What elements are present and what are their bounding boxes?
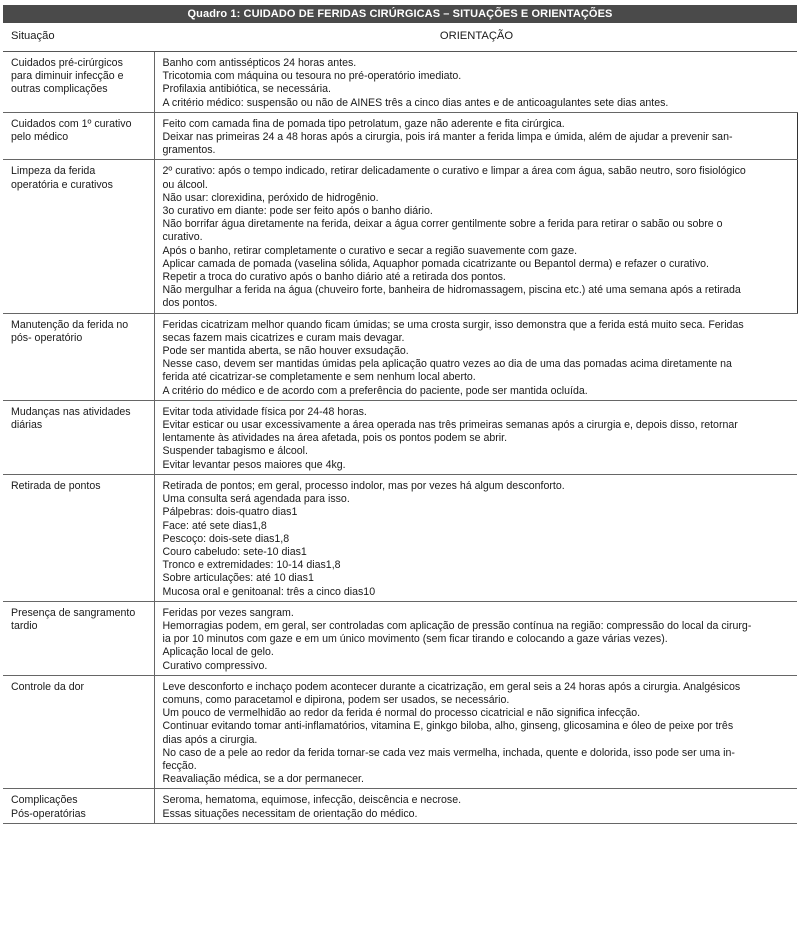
situation-line: Controle da dor (11, 680, 85, 693)
situation-line: Presença de sangramento (11, 606, 136, 619)
orientation-line: Tronco e extremidades: 10-14 dias1,8 (162, 559, 341, 572)
orientation-line: Feridas por vezes sangram. (162, 606, 294, 619)
orientation-line: Hemorragias podem, em geral, ser controladas com aplicação de pressão contínua na região: compressão do local da cirurg- (162, 619, 752, 632)
orientation-line: comuns, como paracetamol e dipirona, podem ser usados, se necessário. (162, 693, 510, 706)
orientation-line: Pescoço: dois-sete dias1,8 (162, 532, 290, 545)
orientation-line: Nesse caso, devem ser mantidas úmidas pela aplicação quatro vezes ao dia de uma das pomadas acima diretamente na (162, 358, 732, 371)
table-row (3, 52, 797, 113)
orientation-line: fecção. (162, 759, 197, 772)
orientation-line: Banho com antissépticos 24 horas antes. (162, 57, 357, 69)
situation-cell (3, 601, 154, 675)
situation-cell (3, 474, 154, 601)
situation-line: tardio (11, 619, 38, 632)
orientation-line: ferida até cicatrizar-se completamente e sem nenhum local aberto. (162, 371, 476, 384)
orientation-line: Uma consulta será agendada para isso. (162, 493, 350, 506)
table-row (3, 112, 797, 160)
situation-line: Cuidados com 1º curativo (11, 117, 132, 130)
orientation-line: Um pouco de vermelhidão ao redor da ferida é normal do processo cicatricial e não significa infecção. (162, 707, 641, 720)
situation-cell (3, 789, 154, 823)
table-title: Quadro 1: CUIDADO DE FERIDAS CIRÚRGICAS – SITUAÇÕES E ORIENTAÇÕES (3, 5, 797, 23)
situation-cell (3, 313, 154, 400)
orientation-line: Aplicação local de gelo. (162, 646, 274, 659)
orientation-line: A critério médico: suspensão ou não de AINES três a cinco dias antes e de anticoagulantes sete dias antes. (162, 96, 669, 109)
table-row (3, 474, 797, 601)
situation-line: Pós-operatórias (11, 807, 86, 820)
orientation-cell (154, 313, 797, 400)
situation-line: para diminuir infecção e (11, 70, 124, 83)
situation-line: pós- operatório (11, 331, 83, 344)
orientation-line: Sobre articulações: até 10 dias1 (162, 572, 314, 585)
situation-line: Retirada de pontos (11, 479, 101, 492)
orientation-line: Aplicar camada de pomada (vaselina sólida, Aquaphor pomada cicatrizante ou Bepantol derma) e refazer o curativo. (162, 257, 709, 270)
orientation-line: Essas situações necessitam de orientação do médico. (162, 807, 418, 820)
table-container (3, 5, 797, 824)
orientation-line: Pode ser mantida aberta, se não houver exsudação. (162, 345, 409, 358)
situation-line: Manutenção da ferida no (11, 318, 129, 331)
orientation-line: Evitar esticar ou usar excessivamente a área operada nas três primeiras semanas após a cirurgia e, depois disso, retornar (162, 419, 738, 432)
situation-cell (3, 160, 154, 313)
table-row (3, 400, 797, 474)
situation-cell (3, 400, 154, 474)
orientation-line: Leve desconforto e inchaço podem acontecer durante a cicatrização, em geral seis a 24 horas após a cirurgia. Analgésicos (162, 680, 741, 693)
situation-header: Situação (3, 23, 154, 52)
orientation-line: Após o banho, retirar completamente o curativo e secar a região suavemente com gaze. (162, 244, 578, 257)
orientation-line: Suspender tabagismo e álcool. (162, 445, 308, 458)
orientation-line: gramentos. (162, 144, 216, 157)
orientation-cell (154, 675, 797, 789)
orientation-line: Pálpebras: dois-quatro dias1 (162, 506, 298, 519)
orientation-line: Couro cabeludo: sete-10 dias1 (162, 545, 307, 558)
orientation-line: 3o curativo em diante: pode ser feito após o banho diário. (162, 205, 433, 218)
orientation-line: Repetir a troca do curativo após o banho diário até a retirada dos pontos. (162, 271, 506, 284)
table-row (3, 601, 797, 675)
orientation-cell (154, 400, 797, 474)
situation-line: Limpeza da ferida (11, 165, 96, 178)
orientation-line: Não usar: clorexidina, peróxido de hidrogênio. (162, 191, 379, 204)
situation-line: outras complicações (11, 83, 108, 96)
orientation-cell (154, 601, 797, 675)
orientation-cell (154, 52, 797, 113)
situation-cell (3, 112, 154, 160)
situation-cell (3, 675, 154, 789)
situation-line: pelo médico (11, 131, 69, 144)
orientation-header: ORIENTAÇÃO (154, 23, 797, 52)
orientation-line: A critério do médico e de acordo com a preferência do paciente, pode ser mantida ocluída. (162, 384, 588, 397)
orientation-line: Não mergulhar a ferida na água (chuveiro forte, banheira de hidromassagem, piscina etc.) até uma semana após a retirada (162, 284, 741, 297)
header-row (3, 23, 797, 52)
orientation-line: Mucosa oral e genitoanal: três a cinco dias10 (162, 585, 376, 598)
situation-line: Cuidados pré-cirúrgicos (11, 57, 123, 69)
orientation-line: Feito com camada fina de pomada tipo petrolatum, gaze não aderente e fita cirúrgica. (162, 117, 565, 130)
table-row (3, 160, 797, 313)
table-row (3, 675, 797, 789)
orientation-line: Reavaliação médica, se a dor permanecer. (162, 773, 364, 786)
orientation-line: Face: até sete dias1,8 (162, 519, 267, 532)
situation-line: Complicações (11, 794, 78, 807)
situation-line: operatória e curativos (11, 178, 113, 191)
situation-cell (3, 52, 154, 113)
orientation-line: Seroma, hematoma, equimose, infecção, deiscência e necrose. (162, 794, 462, 807)
orientation-line: Evitar toda atividade física por 24-48 horas. (162, 405, 367, 418)
orientation-line: Curativo compressivo. (162, 659, 268, 672)
table-row (3, 313, 797, 400)
orientation-cell (154, 474, 797, 601)
table-row (3, 789, 797, 823)
orientation-line: No caso de a pele ao redor da ferida tornar-se cada vez mais vermelha, inchada, quente e dolorida, isso pode ser uma in- (162, 746, 735, 759)
orientation-line: 2º curativo: após o tempo indicado, retirar delicadamente o curativo e limpar a área com água, sabão neutro, soro fisiológico (162, 165, 746, 178)
orientation-line: curativo. (162, 231, 203, 244)
orientation-line: dias após a cirurgia. (162, 733, 258, 746)
orientation-line: Não borrifar água diretamente na ferida, deixar a água correr gentilmente sobre a ferida para retirar o sabão ou sobre o (162, 218, 723, 231)
orientation-line: Feridas cicatrizam melhor quando ficam úmidas; se uma crosta surgir, isso demonstra que a ferida está muito seca. Feridas (162, 318, 744, 331)
orientation-line: Retirada de pontos; em geral, processo indolor, mas por vezes há algum desconforto. (162, 479, 565, 492)
orientation-line: ou álcool. (162, 178, 208, 191)
orientation-line: Evitar levantar pesos maiores que 4kg. (162, 458, 346, 471)
orientation-cell (154, 160, 797, 313)
orientation-line: ia por 10 minutos com gaze e em um único movimento (sem ficar tirando e colocando a gaze várias vezes). (162, 633, 668, 646)
orientation-cell (154, 112, 797, 160)
orientation-line: dos pontos. (162, 297, 218, 310)
orientation-line: Tricotomia com máquina ou tesoura no pré-operatório imediato. (162, 70, 462, 83)
orientation-line: secas fazem mais cicatrizes e curam mais devagar. (162, 331, 405, 344)
orientation-line: lentamente às atividades na área afetada, pois os pontos podem se abrir. (162, 432, 508, 445)
care-table (3, 23, 798, 824)
orientation-line: Profilaxia antibiótica, se necessária. (162, 83, 331, 96)
orientation-line: Deixar nas primeiras 24 a 48 horas após a cirurgia, pois irá manter a ferida limpa e úmida, além de ajudar a prevenir san- (162, 131, 733, 144)
orientation-line: Continuar evitando tomar anti-inflamatórios, vitamina E, ginkgo biloba, alho, ginseng, glicosamina e óleo de peixe por três (162, 720, 734, 733)
situation-line: diárias (11, 419, 43, 432)
situation-line: Mudanças nas atividades (11, 405, 131, 418)
orientation-cell (154, 789, 797, 823)
